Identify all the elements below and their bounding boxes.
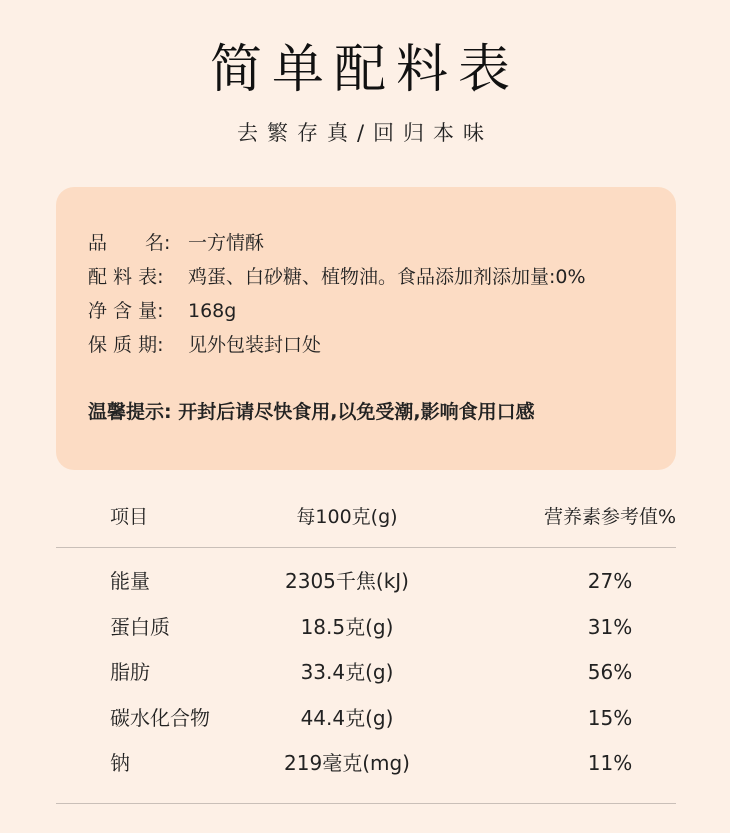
nutrient-nrv: 31% — [587, 615, 633, 639]
info-value: 168g — [188, 300, 237, 322]
table-row — [0, 657, 730, 687]
warning-text: 温馨提示: 开封后请尽快食用,以免受潮,影响食用口感 — [88, 401, 535, 423]
info-row-net-weight — [88, 295, 236, 327]
page-subtitle: 去繁存真/回归本味 — [236, 121, 494, 145]
info-label: 保 质 期: — [88, 334, 164, 356]
nutrition-table-header — [0, 502, 730, 532]
column-header-nrv: 营养素参考值% — [543, 506, 677, 528]
table-row — [0, 566, 730, 596]
table-row — [0, 612, 730, 642]
table-row — [0, 748, 730, 778]
nutrient-amount: 219毫克(mg) — [284, 751, 410, 775]
info-label: 净 含 量: — [88, 300, 164, 322]
info-value: 鸡蛋、白砂糖、植物油。食品添加剂添加量:0% — [188, 266, 586, 288]
table-row — [0, 703, 730, 733]
nutrient-nrv: 15% — [587, 706, 633, 730]
nutrient-name: 钠 — [110, 751, 130, 775]
info-label: 品 名: — [88, 232, 171, 254]
page-title: 简单配料表 — [209, 40, 520, 100]
info-label: 配 料 表: — [88, 266, 164, 288]
divider — [56, 547, 676, 548]
product-info-card — [56, 187, 676, 470]
info-row-shelf-life — [88, 329, 321, 361]
nutrient-name: 碳水化合物 — [110, 706, 210, 730]
nutrient-name: 脂肪 — [110, 660, 150, 684]
column-header-item: 项目 — [110, 506, 149, 528]
nutrient-amount: 44.4克(g) — [300, 706, 394, 730]
nutrient-amount: 2305千焦(kJ) — [285, 569, 409, 593]
nutrient-nrv: 27% — [587, 569, 633, 593]
info-row-name — [88, 227, 264, 259]
nutrient-amount: 18.5克(g) — [300, 615, 394, 639]
nutrient-amount: 33.4克(g) — [300, 660, 394, 684]
info-value: 见外包装封口处 — [188, 334, 322, 356]
nutrient-name: 能量 — [110, 569, 150, 593]
nutrient-name: 蛋白质 — [110, 615, 170, 639]
column-header-per-100g: 每100克(g) — [296, 506, 398, 528]
nutrient-nrv: 56% — [587, 660, 633, 684]
nutrient-nrv: 11% — [587, 751, 633, 775]
info-row-ingredients — [88, 261, 586, 293]
info-value: 一方情酥 — [188, 232, 265, 254]
divider — [56, 803, 676, 804]
